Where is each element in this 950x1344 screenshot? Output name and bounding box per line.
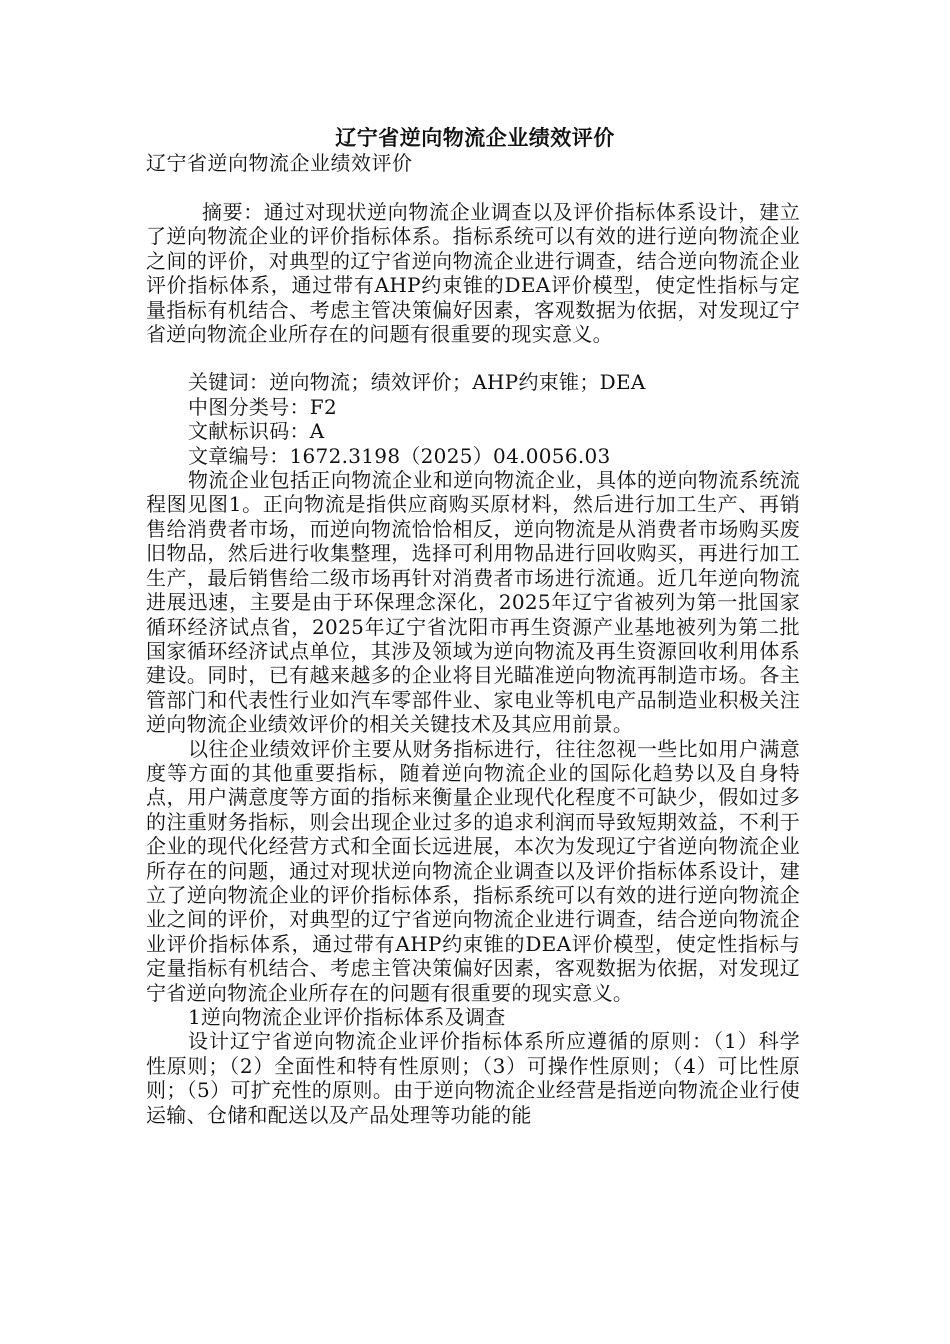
document-body [146,200,800,1127]
body-paragraph: 以往企业绩效评价主要从财务指标进行，往往忽视一些比如用户满意度等方面的其他重要指标，随着逆向物流企业的国际化趋势以及自身特点，用户满意度等方面的指标来衡量企业现代化程度不可缺少，假如过多的注重财务指标，则会出现企业过多的追求利润而导致短期效益，不利于企业的现代化经营方式和全面长远进展，本次为发现辽宁省逆向物流企业所存在的问题，通过对现状逆向物流企业调查以及评价指标体系设计，建立了逆向物流企业的评价指标体系，指标系统可以有效的进行逆向物流企业之间的评价，对典型的辽宁省逆向物流企业进行调查，结合逆向物流企业评价指标体系，通过带有AHP约束锥的DEA评价模型，使定性指标与定量指标有机结合、考虑主管决策偏好因素，客观数据为依据，对发现辽宁省逆向物流企业所存在的问题有很重要的现实意义。 [146,736,800,1005]
article-number-line: 文章编号：1672.3198（2025）04.0056.03 [188,443,611,468]
document-title: 辽宁省逆向物流企业绩效评价 [335,125,615,150]
document-subtitle: 辽宁省逆向物流企业绩效评价 [146,151,413,175]
abstract-paragraph: 摘要：通过对现状逆向物流企业调查以及评价指标体系设计，建立了逆向物流企业的评价指标体系。指标系统可以有效的进行逆向物流企业之间的评价，对典型的辽宁省逆向物流企业进行调查，结合逆向物流企业评价指标体系，通过带有AHP约束锥的DEA评价模型，使定性指标与定量指标有机结合、考虑主管决策偏好因素，客观数据为依据，对发现辽宁省逆向物流企业所存在的问题有很重要的现实意义。 [146,200,800,347]
doc-code-line: 文献标识码：A [188,419,325,444]
spacer [146,346,800,370]
section-heading: 1逆向物流企业评价指标体系及调查 [188,1005,506,1029]
body-paragraph: 设计辽宁省逆向物流企业评价指标体系所应遵循的原则：（1）科学性原则；（2）全面性和特有性原则；（3）可操作性原则；（4）可比性原则；（5）可扩充性的原则。由于逆向物流企业经营是指逆向物流企业行使运输、仓储和配送以及产品处理等功能的能 [146,1029,800,1127]
body-paragraph: 物流企业包括正向物流企业和逆向物流企业，具体的逆向物流系统流程图见图1。正向物流是指供应商购买原材料，然后进行加工生产、再销售给消费者市场，而逆向物流恰恰相反，逆向物流是从消费者市场购买废旧物品，然后进行收集整理，选择可利用物品进行回收购买，再进行加工生产，最后销售给二级市场再针对消费者市场进行流通。近几年逆向物流进展迅速，主要是由于环保理念深化，2025年辽宁省被列为第一批国家循环经济试点省，2025年辽宁省沈阳市再生资源产业基地被列为第二批国家循环经济试点单位，其涉及领域为逆向物流及再生资源回收利用体系建设。同时，已有越来越多的企业将目光瞄准逆向物流再制造市场。各主管部门和代表性行业如汽车零部件业、家电业等机电产品制造业积极关注逆向物流企业绩效评价的相关关键技术及其应用前景。 [146,468,800,737]
classification-line: 中图分类号：F2 [188,394,338,419]
keywords-line: 关键词：逆向物流；绩效评价；AHP约束锥；DEA [188,370,646,395]
